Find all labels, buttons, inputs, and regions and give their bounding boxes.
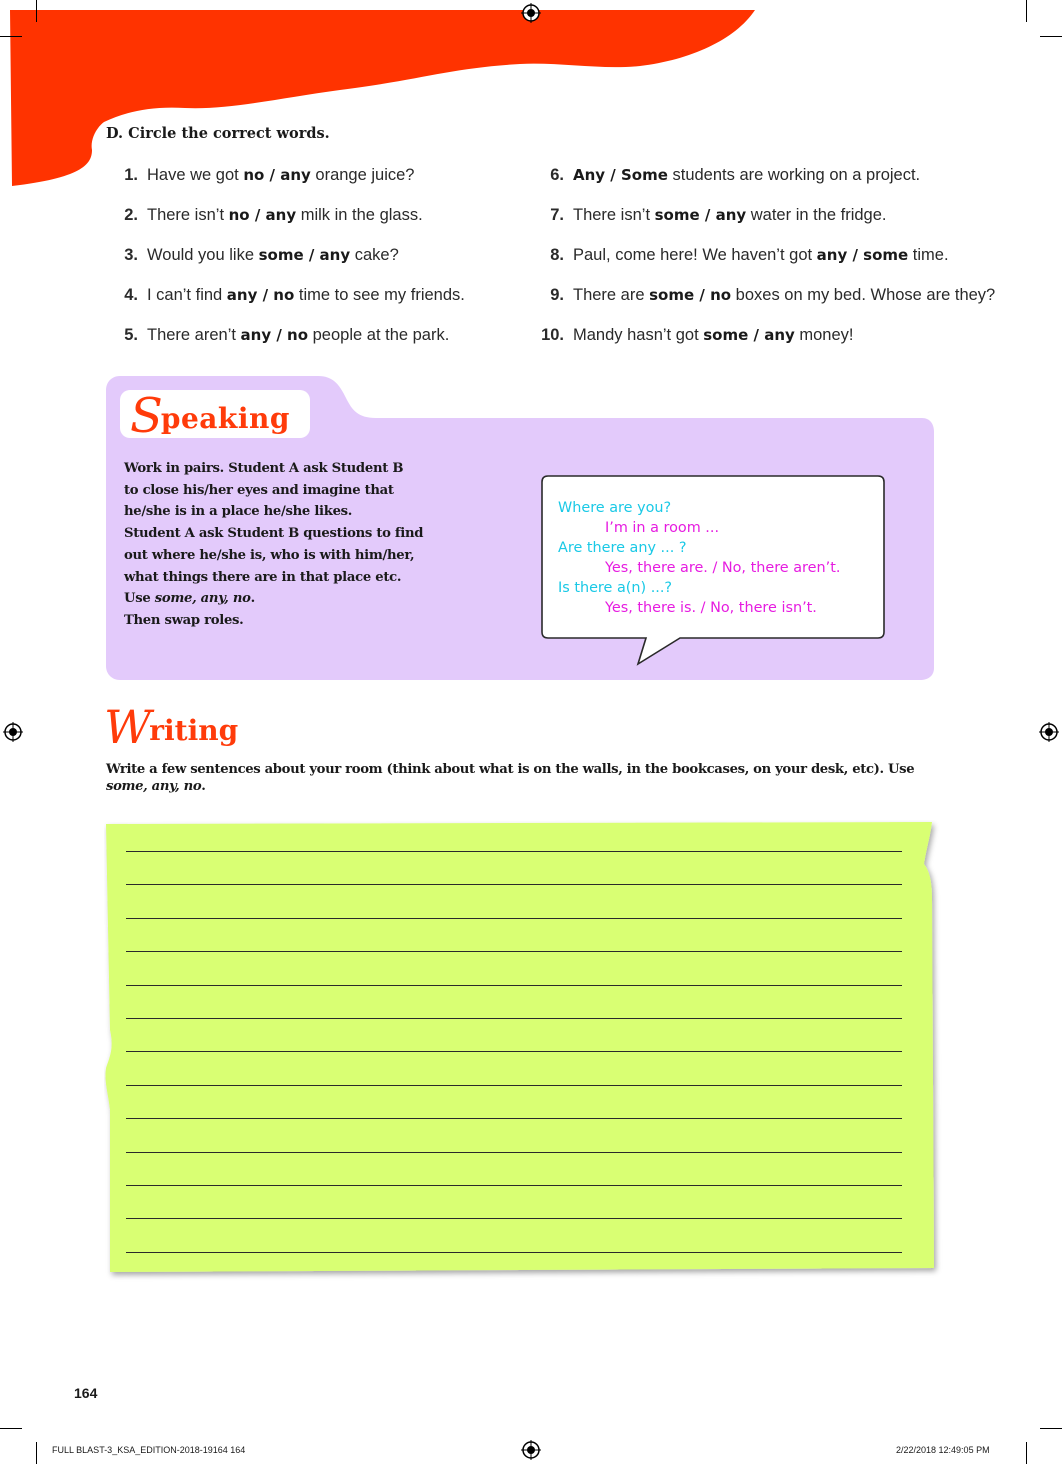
- exercise-question-item: [114, 286, 465, 305]
- writing-line[interactable]: [126, 985, 902, 986]
- exercise-question-item: [114, 166, 414, 185]
- writing-instruction-suffix: .: [201, 779, 206, 794]
- bubble-answer: Yes, there are. / No, there aren’t.: [605, 560, 841, 576]
- question-number: 3.: [124, 246, 138, 264]
- crop-mark: [1026, 1442, 1027, 1464]
- crop-mark: [1026, 0, 1027, 22]
- bubble-question: Are there any ... ?: [558, 540, 687, 556]
- crop-mark: [0, 36, 22, 37]
- speaking-instruction-line: Work in pairs. Student A ask Student B: [124, 461, 404, 476]
- speaking-use-words: some, any, no: [154, 591, 251, 607]
- exercise-question-item: [114, 246, 399, 265]
- question-number: 10.: [541, 326, 564, 344]
- speech-bubble-text: [558, 498, 840, 618]
- speaking-use-prefix: Use: [124, 591, 155, 607]
- exercise-question-item: [540, 246, 949, 265]
- question-text-before: Would you like: [147, 246, 259, 264]
- speaking-title: [130, 388, 290, 444]
- bubble-question: Where are you?: [558, 500, 672, 516]
- print-slug-right: 2/22/2018 12:49:05 PM: [896, 1445, 990, 1455]
- question-number: 7.: [550, 206, 564, 224]
- writing-line[interactable]: [126, 951, 902, 952]
- writing-line[interactable]: [126, 1018, 902, 1019]
- speaking-instruction-line: Then swap roles.: [124, 612, 244, 628]
- question-text-before: There isn’t: [147, 206, 229, 224]
- crop-mark: [1040, 36, 1062, 37]
- writing-line[interactable]: [126, 1118, 902, 1119]
- question-text-after: money!: [794, 326, 854, 344]
- exercise-question-item: [540, 286, 995, 305]
- registration-mark-icon: [1039, 722, 1059, 742]
- writing-title-initial: W: [104, 700, 150, 754]
- question-text-before: Have we got: [147, 166, 244, 184]
- question-text-after: water in the fridge.: [746, 206, 887, 224]
- answer-options[interactable]: some / any: [654, 206, 747, 224]
- question-number: 6.: [550, 166, 564, 184]
- question-number: 4.: [124, 286, 138, 304]
- crop-mark: [1040, 1428, 1062, 1429]
- writing-line[interactable]: [126, 884, 902, 885]
- writing-instructions: [106, 761, 946, 795]
- print-slug-left: FULL BLAST-3_KSA_EDITION-2018-19164 164: [52, 1445, 246, 1455]
- writing-line[interactable]: [126, 851, 902, 852]
- question-text-after: orange juice?: [310, 166, 415, 184]
- question-number: 9.: [550, 286, 564, 304]
- writing-line[interactable]: [126, 1152, 902, 1153]
- answer-options[interactable]: any / no: [226, 286, 295, 304]
- writing-line[interactable]: [126, 1252, 902, 1253]
- answer-options[interactable]: no / any: [243, 166, 311, 184]
- speaking-instruction-line: out where he/she is, who is with him/her,: [124, 547, 415, 563]
- crop-mark: [36, 1442, 37, 1464]
- exercise-question-item: [114, 326, 449, 345]
- registration-mark-icon: [521, 1440, 541, 1460]
- exercise-question-item: [540, 166, 920, 185]
- writing-line[interactable]: [126, 1051, 902, 1052]
- writing-line[interactable]: [126, 1218, 902, 1219]
- page-number: 164: [74, 1385, 98, 1401]
- question-text-before: There are: [573, 286, 650, 304]
- exercise-question-item: [540, 206, 887, 225]
- writing-instruction-words: some, any, no: [106, 779, 202, 794]
- writing-line[interactable]: [126, 1185, 902, 1186]
- question-number: 2.: [124, 206, 138, 224]
- bubble-question: Is there a(n) ...?: [558, 580, 673, 596]
- question-number: 8.: [550, 246, 564, 264]
- question-text-after: people at the park.: [308, 326, 450, 344]
- speaking-instructions: [124, 458, 424, 632]
- answer-options[interactable]: Any / Some: [573, 166, 668, 184]
- question-text-before: There isn’t: [573, 206, 655, 224]
- exercise-question-item: [540, 326, 854, 345]
- registration-mark-icon: [521, 3, 541, 23]
- exercise-heading: D. Circle the correct words.: [106, 125, 330, 142]
- bubble-answer: I’m in a room ...: [605, 520, 720, 536]
- registration-mark-icon: [3, 722, 23, 742]
- writing-title-rest: riting: [149, 714, 239, 747]
- speaking-instruction-line: Student A ask Student B questions to find: [124, 526, 424, 542]
- question-text-after: boxes on my bed. Whose are they?: [731, 286, 996, 304]
- crop-mark: [36, 0, 37, 22]
- exercise-question-item: [114, 206, 423, 225]
- question-text-before: There aren’t: [147, 326, 241, 344]
- question-number: 1.: [124, 166, 138, 184]
- question-number: 5.: [124, 326, 138, 344]
- speaking-use-suffix: .: [250, 591, 255, 607]
- question-text-after: students are working on a project.: [667, 166, 921, 184]
- question-text-after: cake?: [350, 246, 399, 264]
- speaking-title-initial: S: [130, 388, 161, 444]
- answer-options[interactable]: some / any: [258, 246, 351, 264]
- writing-line[interactable]: [126, 918, 902, 919]
- answer-options[interactable]: any / no: [240, 326, 309, 344]
- writing-note-paper: [104, 820, 944, 1285]
- speaking-instruction-line: [124, 588, 424, 610]
- answer-options[interactable]: any / some: [816, 246, 909, 264]
- writing-instruction-prefix: Write a few sentences about your room (think about what is on the walls, in the bookcases, on your desk, etc). Use: [106, 762, 915, 777]
- answer-options[interactable]: some / any: [703, 326, 795, 344]
- crop-mark: [0, 1428, 22, 1429]
- speaking-title-rest: peaking: [160, 402, 290, 435]
- speaking-instruction-line: he/she is in a place he/she likes.: [124, 504, 353, 520]
- question-text-after: time to see my friends.: [294, 286, 465, 304]
- answer-options[interactable]: some / no: [649, 286, 732, 304]
- speaking-instruction-line: what things there are in that place etc.: [124, 569, 402, 585]
- bubble-answer: Yes, there is. / No, there isn’t.: [605, 600, 817, 616]
- writing-title: [104, 700, 238, 754]
- question-text-before: Paul, come here! We haven’t got: [573, 246, 817, 264]
- question-text-before: I can’t find: [147, 286, 227, 304]
- speaking-instruction-line: to close his/her eyes and imagine that: [124, 482, 394, 498]
- answer-options[interactable]: no / any: [228, 206, 297, 224]
- question-text-before: Mandy hasn’t got: [573, 326, 704, 344]
- question-text-after: time.: [908, 246, 949, 264]
- question-text-after: milk in the glass.: [296, 206, 423, 224]
- writing-line[interactable]: [126, 1085, 902, 1086]
